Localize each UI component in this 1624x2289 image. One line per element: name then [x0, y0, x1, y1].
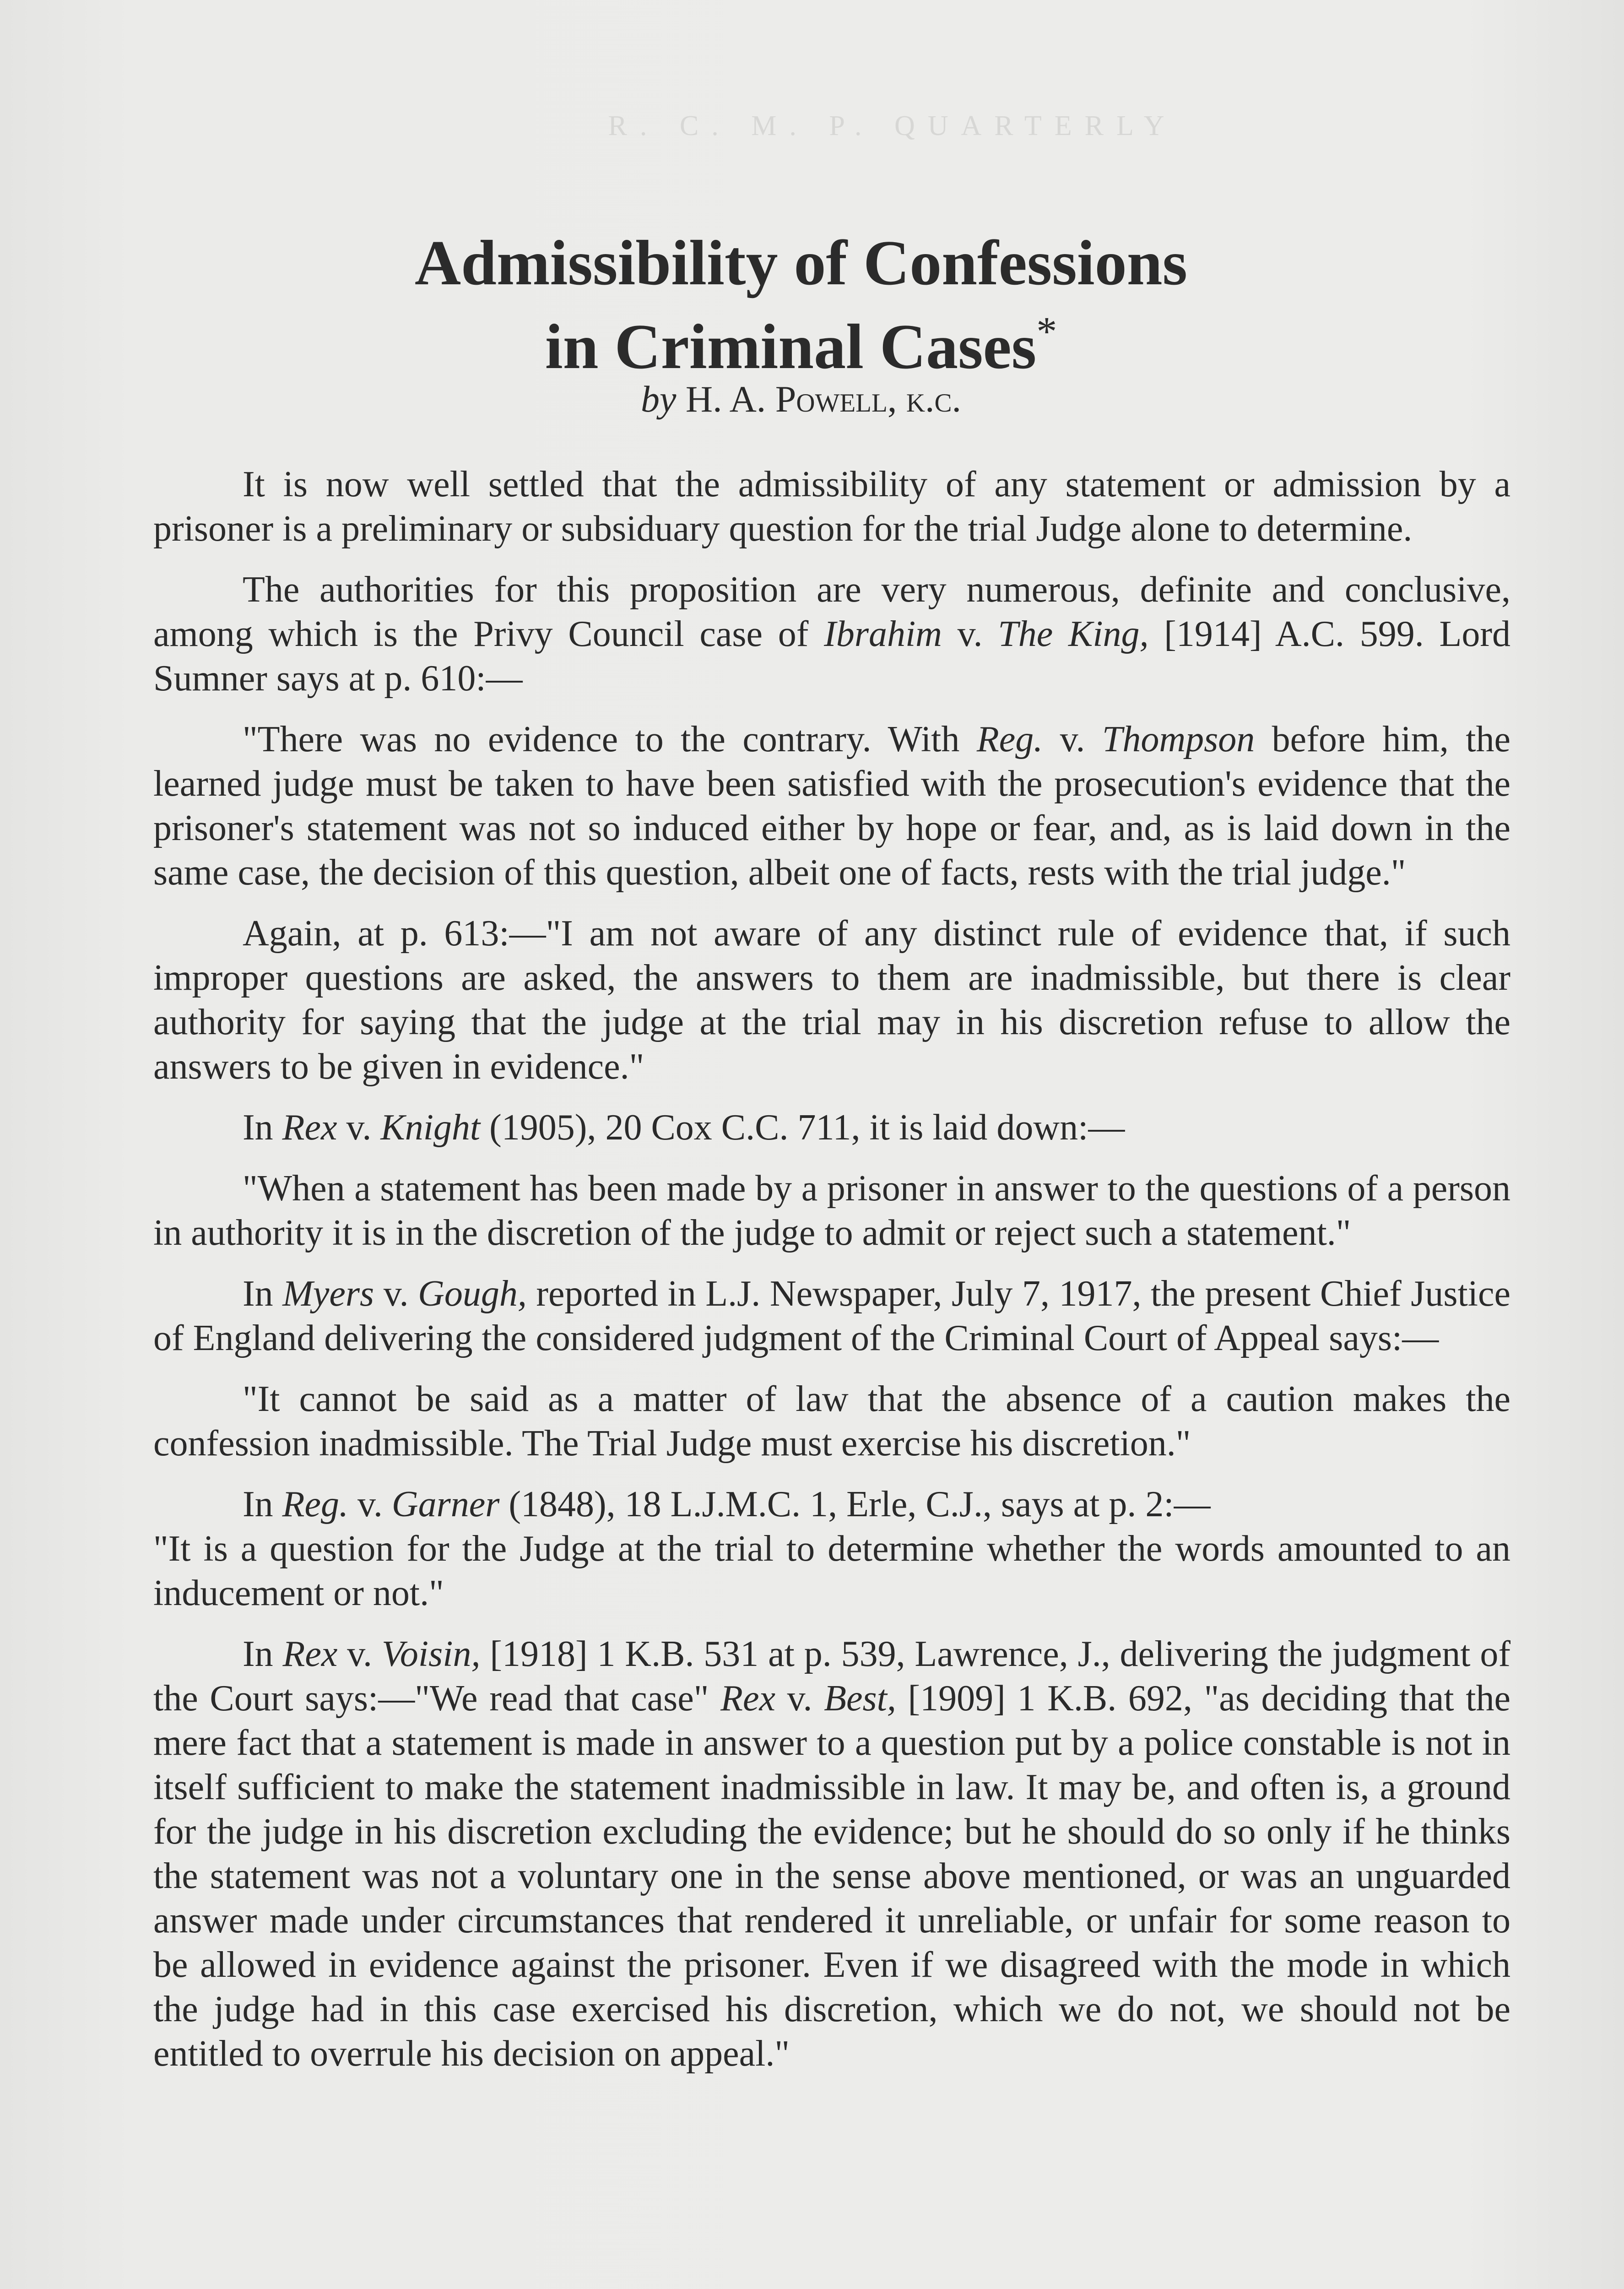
case-name: Voisin,: [381, 1634, 481, 1674]
paragraph-7-text-a: In: [243, 1274, 283, 1314]
paragraph-5-text-b: (1905), 20 Cox C.C. 711, it is laid down:—: [480, 1107, 1125, 1148]
paragraph-7: [153, 1272, 1510, 1361]
title-line-1: Admissibility of Confessions: [414, 228, 1188, 298]
paragraph-9-text-a: In: [243, 1484, 282, 1524]
case-name: Myers: [282, 1274, 374, 1314]
author-surname: Powell: [775, 378, 888, 420]
case-name: Ibrahim: [824, 614, 942, 654]
paragraph-10-text-b: [1918] 1 K.B. 531 at p. 539, Lawrence, J., delivering the judgment of the Court says:—"We read that case": [153, 1634, 1510, 1719]
versus: v.: [942, 614, 998, 654]
footnote-marker: *: [1036, 309, 1057, 354]
paragraph-3-text-b: before him, the learned judge must be taken to have been satisfied with the prosecution's evidence that the prisoner's statement was not so induced either by hope or fear, and, as is laid down in the same case, the decision of this question, albeit one of facts, rests with the trial judge.": [153, 719, 1511, 893]
paragraph-5-text-a: In: [243, 1107, 282, 1148]
running-header-showthrough: R. C. M. P. QUARTERLY: [608, 110, 1177, 141]
case-name: Knight: [380, 1107, 481, 1148]
paragraph-3-text-a: "There was no evidence to the contrary. With: [243, 719, 977, 759]
paragraph-3-quote: [153, 717, 1510, 895]
paragraph-2-text-b: [1914] A.C. 599. Lord Sumner says at p. 610:—: [153, 614, 1510, 699]
versus: v.: [337, 1107, 381, 1148]
title-line-2: in Criminal Cases: [545, 311, 1037, 382]
paragraph-6-quote: "When a statement has been made by a prisoner in answer to the questions of a person in authority it is in the discretion of the judge to admit or reject such a statement.": [153, 1168, 1510, 1253]
author-suffix: k.c.: [906, 378, 962, 420]
case-name: The King,: [998, 614, 1149, 654]
case-name: Rex: [720, 1678, 775, 1719]
paragraph-8-quote: "It cannot be said as a matter of law that the absence of a caution makes the confession inadmissible. The Trial Judge must exercise his discretion.": [153, 1379, 1510, 1464]
paragraph-10-text-c: [1909] 1 K.B. 692, "as deciding that the mere fact that a statement is made in answer to a question put by a police constable is not in itself sufficient to make the statement inadmissible in law. It may be, and often is, a ground for the judge in his discretion excluding the evidence; but he should do so only if he thinks the statement was not a voluntary one in the sense above mentioned, or was an unguarded answer made under circumstances that rendered it unreliable, or unfair for some reason to be allowed in evidence against the prisoner. Even if we disagreed with the mode in which the judge had in this case exercised his discretion, which we do not, we should not be entitled to overrule his decision on appeal.": [153, 1678, 1510, 2074]
paragraph-10: [153, 1632, 1510, 2076]
versus: v.: [775, 1678, 824, 1719]
author-initials: H. A.: [685, 378, 766, 420]
case-name: Reg.: [282, 1484, 349, 1524]
paragraph-1: It is now well settled that the admissibility of any statement or admission by a prisoner is a preliminary or subsiduary question for the trial Judge alone to determine.: [153, 464, 1510, 549]
versus: v.: [1043, 719, 1102, 759]
byline-by: by: [640, 378, 677, 420]
case-name: Gough,: [418, 1274, 527, 1314]
paragraph-4: Again, at p. 613:—"I am not aware of any distinct rule of evidence that, if such improper questions are asked, the answers to them are inadmissible, but there is clear authority for saying that the judge at the trial may in his discretion refuse to allow the answers to be given in evidence.": [153, 913, 1510, 1087]
paragraph-9: [153, 1482, 1510, 1527]
article-body: [153, 462, 1510, 2093]
paragraph-2-text-a: The authorities for this proposition are very numerous, definite and conclusive, among which is the Privy Council case of: [153, 570, 1510, 654]
paragraph-2: [153, 568, 1510, 701]
versus: v.: [337, 1634, 382, 1674]
paragraph-9-quote: "It is a question for the Judge at the trial to determine whether the words amounted to an inducement or not.": [153, 1529, 1510, 1613]
case-name: Best,: [824, 1678, 896, 1719]
versus: v.: [374, 1274, 418, 1314]
paragraph-9-text-b: (1848), 18 L.J.M.C. 1, Erle, C.J., says at p. 2:—: [499, 1484, 1211, 1524]
case-name: Reg.: [976, 719, 1043, 759]
article-title: [229, 229, 1373, 381]
case-name: Rex: [282, 1634, 338, 1674]
paragraph-7-text-b: reported in L.J. Newspaper, July 7, 1917, the present Chief Justice of England delivering the considered judgment of the Criminal Court of Appeal says:—: [153, 1274, 1510, 1358]
paragraph-10-text-a: In: [243, 1634, 283, 1674]
case-name: Thompson: [1102, 719, 1255, 759]
case-name: Rex: [282, 1107, 337, 1148]
case-name: Garner: [391, 1484, 500, 1524]
byline: by H. A. Powell, k.c.: [640, 378, 962, 420]
paragraph-5: [153, 1106, 1510, 1150]
versus: v.: [348, 1484, 392, 1524]
